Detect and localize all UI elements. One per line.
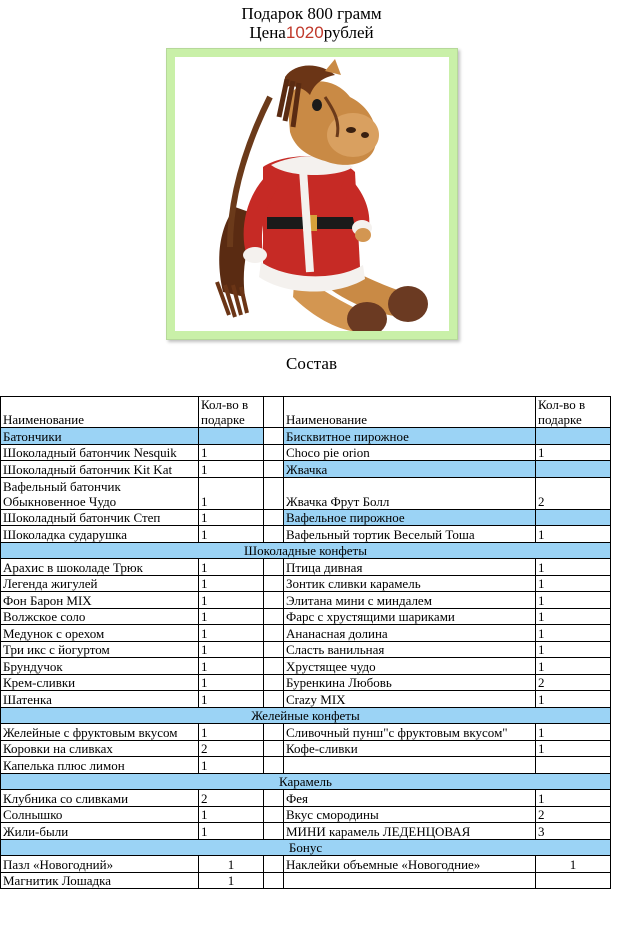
section-title: Бонус [1,839,611,856]
item-qty-right: 1 [536,658,611,675]
table-header-row [1,397,611,428]
item-name-right: Crazy MIX [284,691,536,708]
item-name-left: Жили-были [1,823,199,840]
item-name-right: Жвачка Фрут Болл [284,477,536,509]
item-qty-right: 1 [536,641,611,658]
table-row [1,575,611,592]
item-qty-right: 2 [536,477,611,509]
table-row [1,444,611,461]
table-row [1,872,611,889]
item-qty-left: 2 [199,740,264,757]
table-row [1,592,611,609]
section-title: Шоколадные конфеты [1,542,611,559]
price-line [0,23,623,43]
item-name-left: Легенда жигулей [1,575,199,592]
table-row [1,790,611,807]
item-name-left: Шоколадный батончик Степ [1,509,199,526]
table-row [1,559,611,576]
row-gap [264,526,284,543]
item-name-left: Шатенка [1,691,199,708]
table-row [1,823,611,840]
item-qty-left: 1 [199,872,264,889]
item-name-left: Арахис в шоколаде Трюк [1,559,199,576]
item-name-right: Вафельный тортик Веселый Тоша [284,526,536,543]
item-qty-right [536,757,611,774]
item-name-left: Капелька плюс лимон [1,757,199,774]
item-name-right: Кофе-сливки [284,740,536,757]
table-row [1,641,611,658]
table-row [1,740,611,757]
item-qty-left: 1 [199,823,264,840]
item-qty-left [199,428,264,445]
item-name-right: Ананасная долина [284,625,536,642]
item-name-left: Коровки на сливках [1,740,199,757]
table-row [1,658,611,675]
item-name-right: Жвачка [284,461,536,478]
item-qty-right: 2 [536,806,611,823]
row-gap [264,856,284,873]
table-row [1,477,611,509]
horse-plush-icon [175,57,449,331]
product-photo-frame [166,48,458,340]
item-name-left: Медунок с орехом [1,625,199,642]
item-name-left: Шоколадный батончик Kit Kat [1,461,199,478]
item-name-right: Вафельное пирожное [284,509,536,526]
table-row [1,428,611,445]
row-gap [264,724,284,741]
row-gap [264,509,284,526]
section-title: Карамель [1,773,611,790]
row-gap [264,592,284,609]
section-header-row [1,542,611,559]
item-name-right: Элитана мини с миндалем [284,592,536,609]
item-qty-right: 1 [536,625,611,642]
item-name-right: Фея [284,790,536,807]
item-qty-left: 1 [199,724,264,741]
item-qty-right: 1 [536,740,611,757]
item-qty-left: 1 [199,757,264,774]
item-qty-right: 1 [536,790,611,807]
composition-heading: Состав [285,354,338,373]
row-gap [264,575,284,592]
row-gap [264,625,284,642]
row-gap [264,658,284,675]
item-qty-right: 1 [536,724,611,741]
item-qty-left: 1 [199,444,264,461]
item-qty-left: 1 [199,856,264,873]
row-gap [264,444,284,461]
row-gap [264,674,284,691]
item-qty-left: 1 [199,509,264,526]
section-header-row [1,839,611,856]
item-qty-right [536,872,611,889]
header-name-left: Наименование [1,397,199,428]
item-name-right: Наклейки объемные «Новогодние» [284,856,536,873]
item-qty-right: 1 [536,575,611,592]
item-qty-left: 1 [199,575,264,592]
item-name-right: Хрустящее чудо [284,658,536,675]
section-title: Желейные конфеты [1,707,611,724]
row-gap [264,872,284,889]
row-gap [264,806,284,823]
item-name-left: Шоколадный батончик Nesquik [1,444,199,461]
item-qty-left: 1 [199,608,264,625]
section-header-row [1,707,611,724]
item-qty-right: 1 [536,592,611,609]
table-row [1,461,611,478]
item-name-right: Фарс с хрустящими шариками [284,608,536,625]
item-qty-left: 1 [199,691,264,708]
item-qty-left: 1 [199,806,264,823]
item-name-right: Choco pie orion [284,444,536,461]
table-row [1,724,611,741]
table-row [1,856,611,873]
item-qty-right [536,461,611,478]
row-gap [264,477,284,509]
table-row [1,806,611,823]
item-name-right: Птица дивная [284,559,536,576]
row-gap [264,559,284,576]
row-gap [264,823,284,840]
row-gap [264,608,284,625]
item-qty-right: 1 [536,691,611,708]
item-qty-right: 3 [536,823,611,840]
item-qty-left: 1 [199,658,264,675]
row-gap [264,428,284,445]
item-name-left: Пазл «Новогодний» [1,856,199,873]
table-row [1,757,611,774]
item-qty-left: 1 [199,625,264,642]
header-qty-left: Кол-во в подарке [199,397,264,428]
item-qty-right [536,509,611,526]
table-row [1,509,611,526]
item-qty-left: 1 [199,641,264,658]
item-qty-left: 1 [199,477,264,509]
item-qty-left: 1 [199,461,264,478]
item-name-right: Буренкина Любовь [284,674,536,691]
item-name-left: Вафельный батончик Обыкновенное Чудо [1,477,199,509]
item-name-left: Брундучок [1,658,199,675]
item-qty-right: 1 [536,559,611,576]
item-name-left: Желейные с фруктовым вкусом [1,724,199,741]
item-name-left: Фон Барон MIX [1,592,199,609]
item-qty-left: 1 [199,674,264,691]
item-name-left: Магнитик Лошадка [1,872,199,889]
header-gap [264,397,284,428]
item-name-left: Крем-сливки [1,674,199,691]
price-suffix: рублей [323,23,374,42]
row-gap [264,757,284,774]
section-header-row [1,773,611,790]
item-qty-right: 1 [536,444,611,461]
table-row [1,526,611,543]
row-gap [264,740,284,757]
item-name-left: Клубника со сливками [1,790,199,807]
item-name-right: Сливочный пунш"с фруктовым вкусом" [284,724,536,741]
price-prefix: Цена [249,23,286,42]
item-qty-left: 1 [199,592,264,609]
table-row [1,625,611,642]
item-qty-left: 1 [199,559,264,576]
item-name-left: Батончики [1,428,199,445]
item-name-right: Сласть ванильная [284,641,536,658]
table-row [1,674,611,691]
table-row [1,608,611,625]
page-title: Подарок 800 грамм [241,4,382,23]
item-qty-right: 1 [536,608,611,625]
row-gap [264,691,284,708]
item-name-left: Волжское соло [1,608,199,625]
horse-plush-image [175,57,449,331]
item-qty-right: 1 [536,526,611,543]
table-row [1,691,611,708]
item-name-left: Три икс с йогуртом [1,641,199,658]
item-name-right: Бисквитное пирожное [284,428,536,445]
row-gap [264,790,284,807]
item-name-right: МИНИ карамель ЛЕДЕНЦОВАЯ [284,823,536,840]
item-name-right [284,872,536,889]
row-gap [264,461,284,478]
item-name-left: Шоколадка сударушка [1,526,199,543]
price-value: 1020 [285,23,324,42]
header-name-right: Наименование [284,397,536,428]
item-qty-left: 1 [199,526,264,543]
item-qty-right [536,428,611,445]
item-name-right: Зонтик сливки карамель [284,575,536,592]
row-gap [264,641,284,658]
item-name-right [284,757,536,774]
item-qty-right: 2 [536,674,611,691]
item-qty-right: 1 [536,856,611,873]
header-qty-right: Кол-во в подарке [536,397,611,428]
item-name-left: Солнышко [1,806,199,823]
composition-table [0,396,611,889]
item-name-right: Вкус смородины [284,806,536,823]
item-qty-left: 2 [199,790,264,807]
